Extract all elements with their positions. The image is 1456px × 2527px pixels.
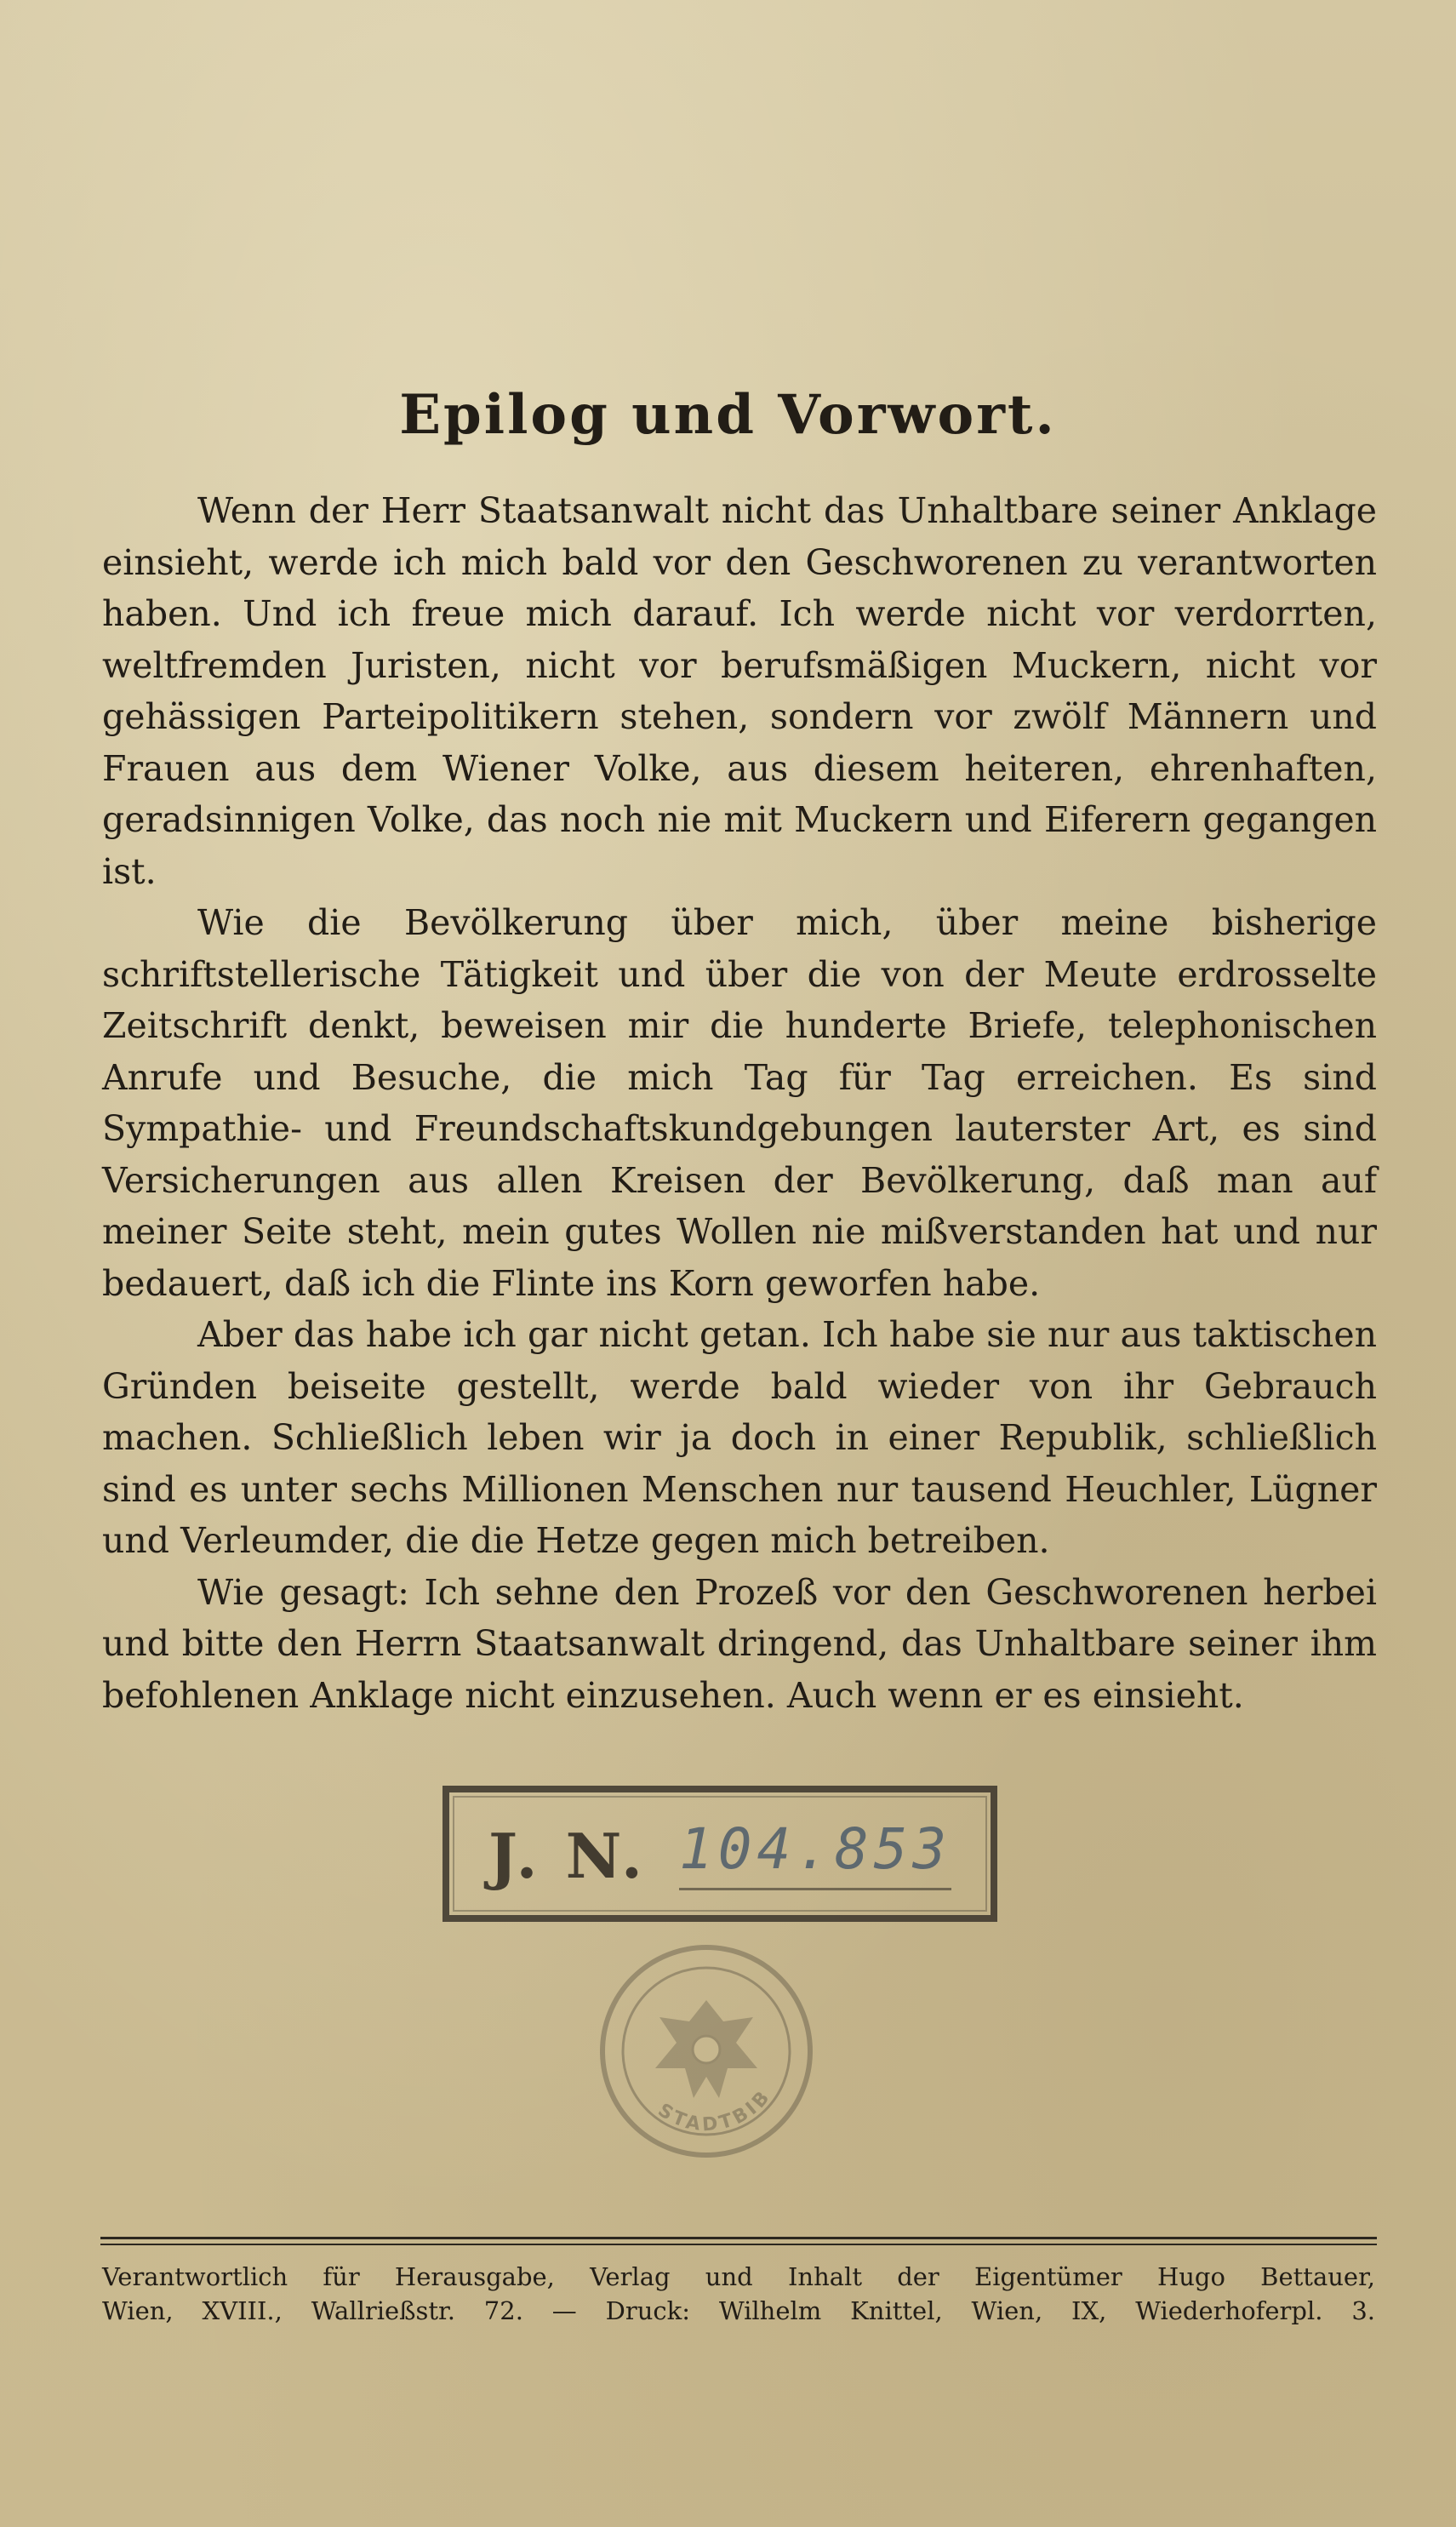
body-text [102, 485, 1377, 1721]
imprint-line-2: Wien, XVIII., Wallrießstr. 72. — Druck: Wilhelm Knittel, Wien, IX, Wiederhoferpl. 3. [102, 2296, 1375, 2325]
imprint-footer [102, 2260, 1375, 2328]
page-title: Epilog und Vorwort. [399, 383, 1057, 447]
stamp-number: 104.853 [679, 1816, 952, 1882]
footer-rule-thin [100, 2244, 1377, 2245]
paragraph-2: Wie die Bevölkerung über mich, über meine bisherige schriftstellerische Tätigkeit und über die von der Meute erdrosselte Zeitschrift denkt, beweisen mir die hunderte Briefe, telephonischen Anrufe und Besuche, die mich Tag für Tag erreichen. Es sind Sympathie- und Freundschaftskundgebungen lauterster Art, es sind Versicherungen aus allen Kreisen der Bevölkerung, daß man auf meiner Seite steht, mein gutes Wollen nie mißverstanden hat und nur bedauert, daß ich die Flinte ins Korn geworfen habe. [102, 902, 1377, 1304]
stamp-underline [679, 1888, 951, 1890]
inventory-stamp [443, 1786, 997, 1922]
paragraph-3: Aber das habe ich gar nicht getan. Ich habe sie nur aus taktischen Gründen beiseite gestellt, werde bald wieder von ihr Gebrauch machen. Schließlich leben wir ja doch in einer Republik, schließlich sind es unter sechs Millionen Menschen nur tausend Heuchler, Lügner und Verleumder, die die Hetze gegen mich betreiben. [102, 1314, 1377, 1561]
footer-rule [100, 2237, 1377, 2239]
seal-inscription: STADTBIB [654, 2084, 776, 2136]
stamp-prefix: J. N. [488, 1820, 646, 1892]
imprint-line-1: Verantwortlich für Herausgabe, Verlag und Inhalt der Eigentümer Hugo Bettauer, [102, 2262, 1375, 2291]
svg-text:STADTBIB [654, 2085, 776, 2136]
library-seal-icon [596, 1941, 817, 2162]
paragraph-4: Wie gesagt: Ich sehne den Prozeß vor den Geschworenen herbei und bitte den Herrn Staatsanwalt dringend, das Unhaltbare seiner ihm befohlenen Anklage nicht einzusehen. Auch wenn er es einsieht. [102, 1571, 1377, 1716]
paragraph-1: Wenn der Herr Staatsanwalt nicht das Unhaltbare seiner Anklage einsieht, werde ich mich bald vor den Geschworenen zu verantworten haben. Und ich freue mich darauf. Ich werde nicht vor verdorrten, weltfremden Juristen, nicht vor berufsmäßigen Muckern, nicht vor gehässigen Parteipolitikern stehen, sondern vor zwölf Männern und Frauen aus dem Wiener Volke, aus diesem heiteren, ehrenhaften, geradsinnigen Volke, das noch nie mit Muckern und Eiferern gegangen ist. [102, 490, 1377, 892]
